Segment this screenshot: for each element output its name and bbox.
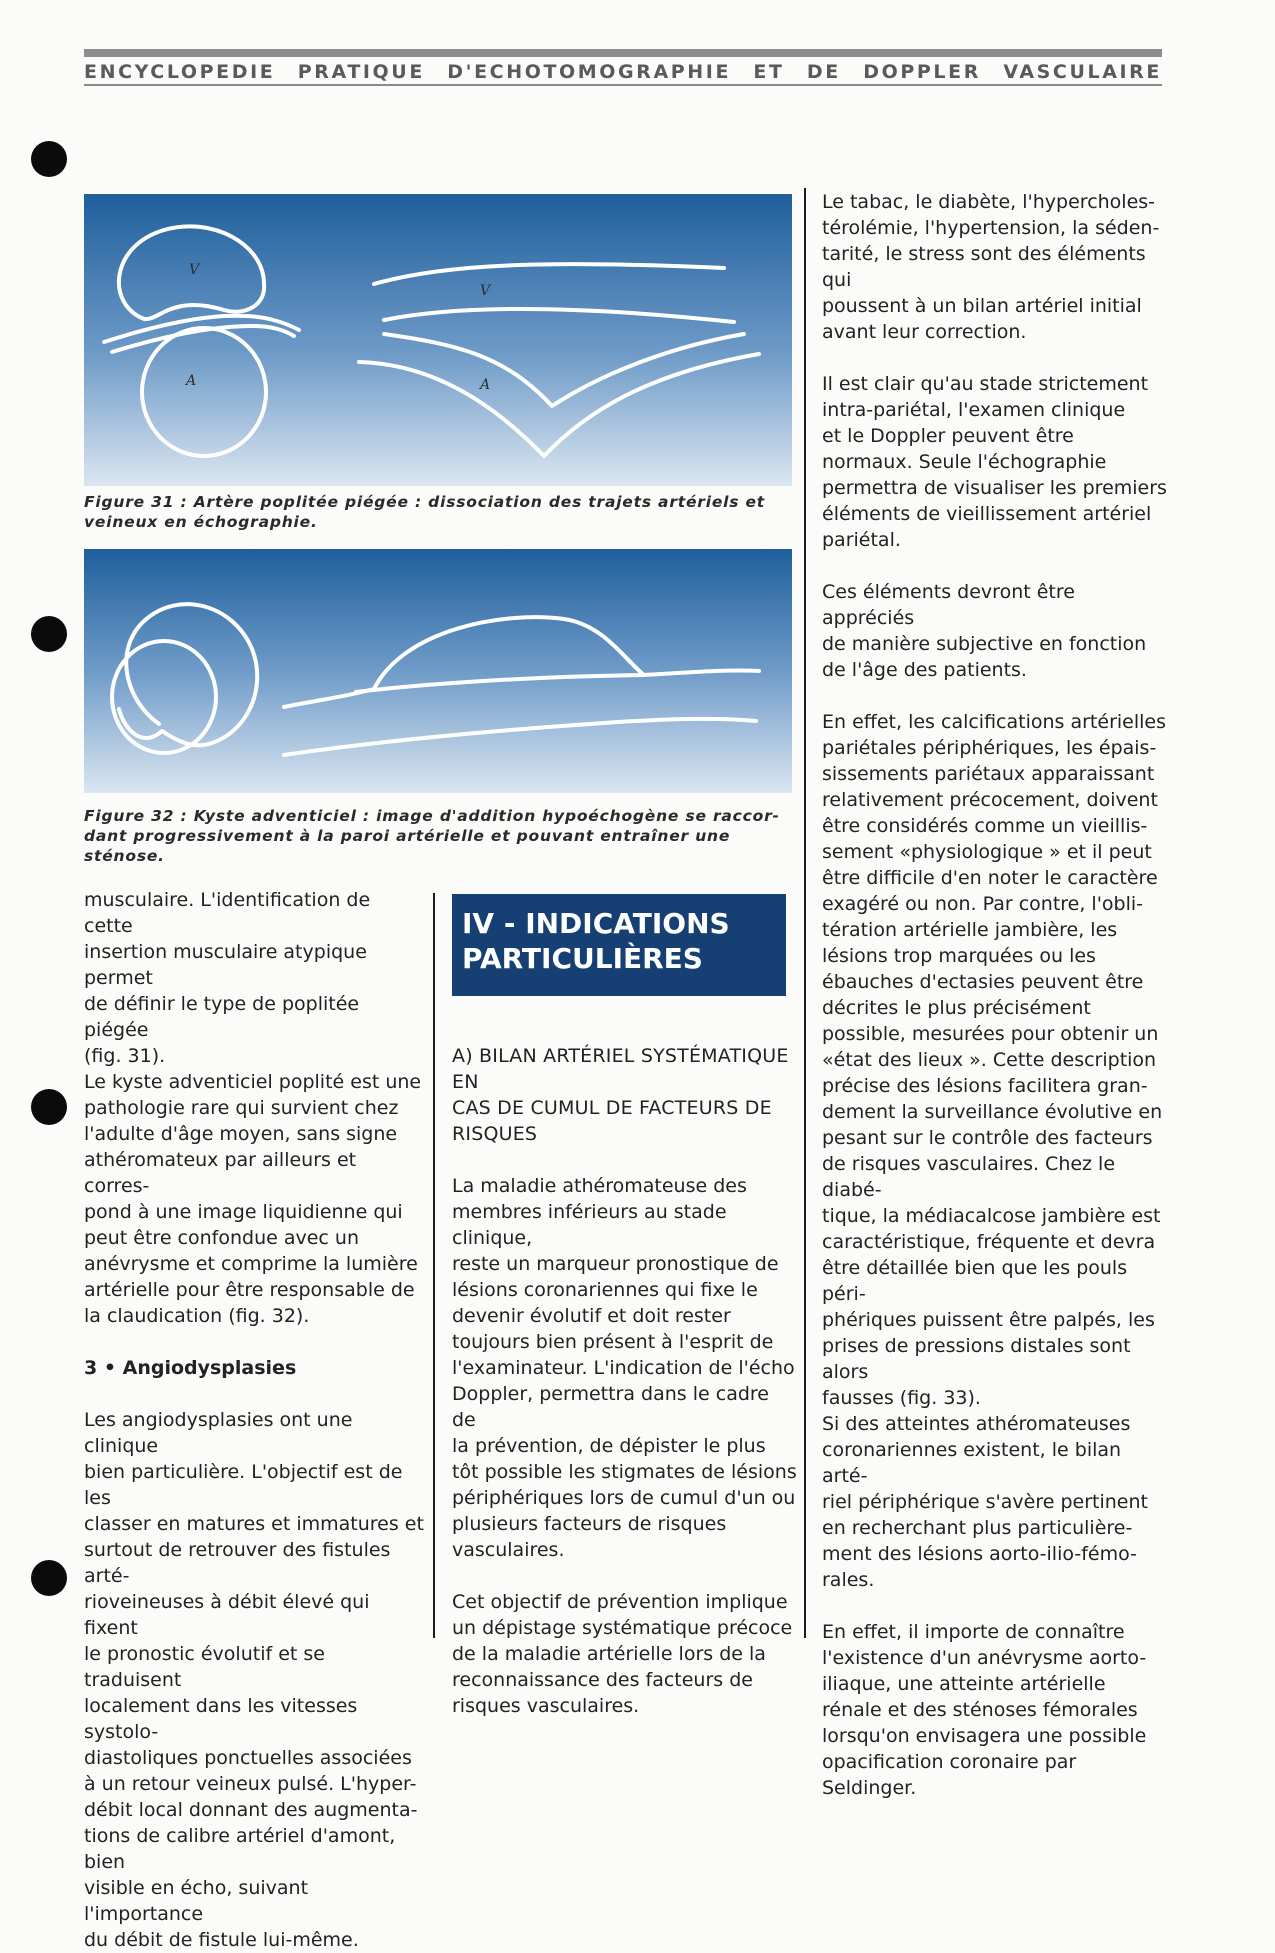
left-para-1	[84, 887, 424, 1329]
text-line: riel périphérique s'avère pertinent	[822, 1491, 1148, 1513]
text-line: relativement précocement, doivent	[822, 789, 1158, 811]
section-header-indications	[452, 894, 786, 996]
text-line: pond à une image liquidienne qui	[84, 1201, 403, 1223]
text-line: possible, mesurées pour obtenir un	[822, 1023, 1159, 1045]
left-para-2	[84, 1407, 424, 1953]
text-line: tôt possible les stigmates de lésions	[452, 1461, 797, 1483]
heading-number: 3 •	[84, 1357, 116, 1379]
text-line: Le tabac, le diabète, l'hypercholes-	[822, 191, 1156, 213]
text-line: ébauches d'ectasies peuvent être	[822, 971, 1144, 993]
text-line: prises de pressions distales sont alors	[822, 1335, 1131, 1383]
text-line: localement dans les vitesses systolo-	[84, 1695, 358, 1743]
right-column	[822, 189, 1167, 1801]
running-header: ENCYCLOPEDIE PRATIQUE D'ECHOTOMOGRAPHIE ET DE DOPPLER VASCULAIRE	[84, 61, 1162, 83]
text-line: la claudication (fig. 32).	[84, 1305, 310, 1327]
text-line: pathologie rare qui survient chez	[84, 1097, 399, 1119]
right-para-2	[822, 371, 1167, 553]
text-line: de l'âge des patients.	[822, 659, 1027, 681]
text-line: pariétal.	[822, 529, 901, 551]
right-para-1	[822, 189, 1167, 345]
text-line: risques vasculaires.	[452, 1695, 640, 1717]
right-para-3	[822, 579, 1167, 683]
text-line: CAS DE CUMUL DE FACTEURS DE	[452, 1097, 772, 1119]
column-rule-left	[433, 893, 435, 1638]
text-line: un dépistage systématique précoce	[452, 1617, 793, 1639]
text-line: à un retour veineux pulsé. L'hyper-	[84, 1773, 417, 1795]
left-column	[84, 887, 424, 1953]
text-line: peut être confondue avec un	[84, 1227, 359, 1249]
text-line: reste un marqueur pronostique de	[452, 1253, 779, 1275]
middle-para-2	[452, 1589, 797, 1719]
text-line: permettra de visualiser les premiers	[822, 477, 1167, 499]
text-line: rénale et des sténoses fémorales	[822, 1699, 1138, 1721]
text-line: l'existence d'un anévrysme aorto-	[822, 1647, 1147, 1669]
figure-32-caption	[84, 806, 784, 866]
section-title-line: PARTICULIÈRES	[462, 942, 703, 975]
text-line: En effet, il importe de connaître	[822, 1621, 1125, 1643]
header-band	[84, 49, 1162, 57]
header-rule	[84, 84, 1162, 86]
text-line: normaux. Seule l'échographie	[822, 451, 1107, 473]
text-line: sissements pariétaux apparaissant	[822, 763, 1155, 785]
text-line: membres inférieurs au stade clinique,	[452, 1201, 727, 1249]
text-line: et le Doppler peuvent être	[822, 425, 1074, 447]
text-line: éléments de vieillissement artériel	[822, 503, 1152, 525]
text-line: lorsqu'on envisagera une possible	[822, 1725, 1147, 1747]
text-line: pesant sur le contrôle des facteurs	[822, 1127, 1153, 1149]
text-line: rioveineuses à débit élevé qui fixent	[84, 1591, 370, 1639]
text-line: poussent à un bilan artériel initial	[822, 295, 1142, 317]
binder-hole-2	[31, 616, 67, 652]
binder-hole-3	[31, 1089, 67, 1125]
text-line: toujours bien présent à l'esprit de	[452, 1331, 774, 1353]
text-line: plusieurs facteurs de risques	[452, 1513, 727, 1535]
text-line: l'examinateur. L'indication de l'écho	[452, 1357, 795, 1379]
text-line: opacification coronaire par	[822, 1751, 1077, 1773]
middle-para-1	[452, 1173, 797, 1563]
text-line: surtout de retrouver des fistules arté-	[84, 1539, 391, 1587]
text-line: dement la surveillance évolutive en	[822, 1101, 1163, 1123]
figure-31	[84, 194, 792, 486]
text-line: Ces éléments devront être appréciés	[822, 581, 1075, 629]
text-line: de définir le type de poplitée piégée	[84, 993, 360, 1041]
text-line: diastoliques ponctuelles associées	[84, 1747, 412, 1769]
text-line: caractéristique, fréquente et devra	[822, 1231, 1156, 1253]
label-vein-cross: V	[189, 262, 200, 278]
text-line: précise des lésions facilitera gran-	[822, 1075, 1148, 1097]
text-line: être détaillée bien que les pouls péri-	[822, 1257, 1128, 1305]
binder-hole-4	[31, 1560, 67, 1596]
text-line: Il est clair qu'au stade strictement	[822, 373, 1149, 395]
text-line: Si des atteintes athéromateuses	[822, 1413, 1131, 1435]
text-line: (fig. 31).	[84, 1045, 166, 1067]
text-line: lésions trop marquées ou les	[822, 945, 1096, 967]
text-line: du débit de fistule lui-même.	[84, 1929, 359, 1951]
text-line: térolémie, l'hypertension, la séden-	[822, 217, 1160, 239]
text-line: insertion musculaire atypique permet	[84, 941, 367, 989]
text-line: phériques puissent être palpés, les	[822, 1309, 1155, 1331]
column-rule-right	[804, 188, 806, 1638]
text-line: «état des lieux ». Cette description	[822, 1049, 1157, 1071]
figure-32	[84, 549, 792, 793]
text-line: avant leur correction.	[822, 321, 1027, 343]
text-line: Doppler, permettra dans le cadre de	[452, 1383, 769, 1431]
text-line: Seldinger.	[822, 1777, 917, 1799]
text-line: iliaque, une atteinte artérielle	[822, 1673, 1106, 1695]
section-heading-angiodysplasies	[84, 1355, 424, 1381]
text-line: visible en écho, suivant l'importance	[84, 1877, 309, 1925]
text-line: bien particulière. L'objectif est de les	[84, 1461, 403, 1509]
text-line: ment des lésions aorto-ilio-fémo-	[822, 1543, 1137, 1565]
subsection-heading	[452, 1043, 797, 1147]
text-line: être considérés comme un vieillis-	[822, 815, 1148, 837]
text-line: pariétales périphériques, les épais-	[822, 737, 1157, 759]
text-line: En effet, les calcifications artérielles	[822, 711, 1166, 733]
text-line: débit local donnant des augmenta-	[84, 1799, 418, 1821]
section-title-line: IV - INDICATIONS	[462, 907, 730, 940]
right-para-5	[822, 1619, 1167, 1801]
text-line: classer en matures et immatures et	[84, 1513, 424, 1535]
text-line: Le kyste adventiciel poplité est une	[84, 1071, 422, 1093]
label-artery-long: A	[480, 377, 491, 393]
text-line: rales.	[822, 1569, 875, 1591]
figure-31-caption	[84, 492, 784, 532]
text-line: tération artérielle jambière, les	[822, 919, 1118, 941]
text-line: La maladie athéromateuse des	[452, 1175, 747, 1197]
text-line: tarité, le stress sont des éléments qui	[822, 243, 1146, 291]
text-line: décrites le plus précisément	[822, 997, 1091, 1019]
text-line: la prévention, de dépister le plus	[452, 1435, 766, 1457]
text-line: tique, la médiacalcose jambière est	[822, 1205, 1161, 1227]
heading-text: Angiodysplasies	[122, 1357, 297, 1379]
text-line: exagéré ou non. Par contre, l'obli-	[822, 893, 1144, 915]
text-line: devenir évolutif et doit rester	[452, 1305, 731, 1327]
text-line: tions de calibre artériel d'amont, bien	[84, 1825, 396, 1873]
caption-line: veineux en échographie.	[84, 513, 318, 531]
text-line: le pronostic évolutif et se traduisent	[84, 1643, 325, 1691]
text-line: de manière subjective en fonction	[822, 633, 1147, 655]
text-line: anévrysme et comprime la lumière	[84, 1253, 418, 1275]
caption-line: dant progressivement à la paroi artérielle et pouvant entraîner une	[84, 827, 731, 845]
caption-line: Figure 32 : Kyste adventiciel : image d'addition hypoéchogène se raccor-	[84, 807, 780, 825]
text-line: RISQUES	[452, 1123, 538, 1145]
text-line: périphériques lors de cumul d'un ou	[452, 1487, 796, 1509]
text-line: A) BILAN ARTÉRIEL SYSTÉMATIQUE EN	[452, 1045, 789, 1093]
text-line: de risques vasculaires. Chez le diabé-	[822, 1153, 1116, 1201]
label-vein-long: V	[480, 283, 491, 299]
text-line: sement «physiologique » et il peut	[822, 841, 1152, 863]
caption-line: sténose.	[84, 847, 165, 865]
text-line: en recherchant plus particulière-	[822, 1517, 1133, 1539]
text-line: intra-pariétal, l'examen clinique	[822, 399, 1126, 421]
text-line: artérielle pour être responsable de	[84, 1279, 415, 1301]
text-line: être difficile d'en noter le caractère	[822, 867, 1158, 889]
right-para-4	[822, 709, 1167, 1593]
text-line: vasculaires.	[452, 1539, 565, 1561]
text-line: Cet objectif de prévention implique	[452, 1591, 788, 1613]
label-artery-cross: A	[186, 373, 197, 389]
text-line: de la maladie artérielle lors de la	[452, 1643, 766, 1665]
text-line: reconnaissance des facteurs de	[452, 1669, 753, 1691]
middle-column	[452, 1043, 797, 1719]
text-line: coronariennes existent, le bilan arté-	[822, 1439, 1122, 1487]
text-line: athéromateux par ailleurs et corres-	[84, 1149, 357, 1197]
text-line: musculaire. L'identification de cette	[84, 889, 371, 937]
caption-line: Figure 31 : Artère poplitée piégée : dissociation des trajets artériels et	[84, 493, 766, 511]
text-line: lésions coronariennes qui fixe le	[452, 1279, 758, 1301]
text-line: Les angiodysplasies ont une clinique	[84, 1409, 353, 1457]
binder-hole-1	[31, 141, 67, 177]
text-line: fausses (fig. 33).	[822, 1387, 981, 1409]
text-line: l'adulte d'âge moyen, sans signe	[84, 1123, 398, 1145]
